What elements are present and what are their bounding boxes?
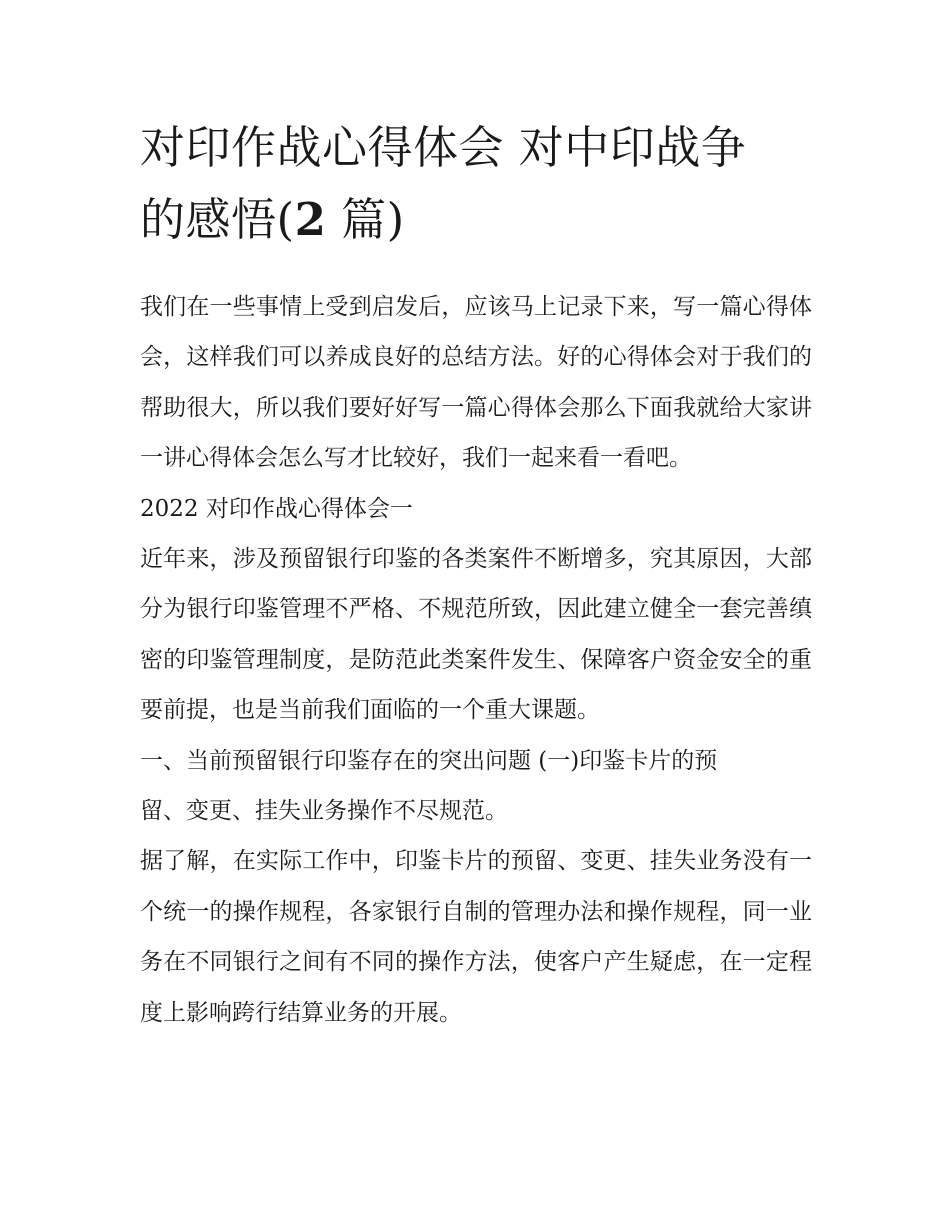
title-line-2-suffix: 篇) <box>326 193 405 246</box>
body-paragraph: 据了解，在实际工作中，印鉴卡片的预留、变更、挂失业务没有一个统一的操作规程，各家银行自制的管理办法和操作规程，同一业务在不同银行之间有不同的操作方法，使客户产生疑虑，在一定程度上影响跨行结算业务的开展。 <box>140 848 812 1026</box>
subheading-line-2: 留、变更、挂失业务操作不尽规范。 <box>140 798 508 825</box>
document-body <box>140 282 812 1038</box>
document-title <box>140 112 812 256</box>
subheading-line-1: 一、当前预留银行印鉴存在的突出问题 (一)印鉴卡片的预 <box>140 747 718 774</box>
section-heading: 2022 对印作战心得体会一 <box>140 495 413 522</box>
title-line-2-prefix: 的感悟( <box>140 193 295 246</box>
body-paragraph: 近年来，涉及预留银行印鉴的各类案件不断增多，究其原因，大部分为银行印鉴管理不严格、不规范所致，因此建立健全一套完善缜密的印鉴管理制度，是防范此类案件发生、保障客户资金安全的重要前提，也是当前我们面临的一个重大课题。 <box>140 546 812 724</box>
document-page <box>140 112 812 1038</box>
title-count: 2 <box>294 193 327 246</box>
title-line-1: 对印作战心得体会 对中印战争 <box>140 121 747 174</box>
intro-paragraph: 我们在一些事情上受到启发后，应该马上记录下来，写一篇心得体会，这样我们可以养成良好的总结方法。好的心得体会对于我们的帮助很大，所以我们要好好写一篇心得体会那么下面我就给大家讲一讲心得体会怎么写才比较好，我们一起来看一看吧。 <box>140 294 812 472</box>
